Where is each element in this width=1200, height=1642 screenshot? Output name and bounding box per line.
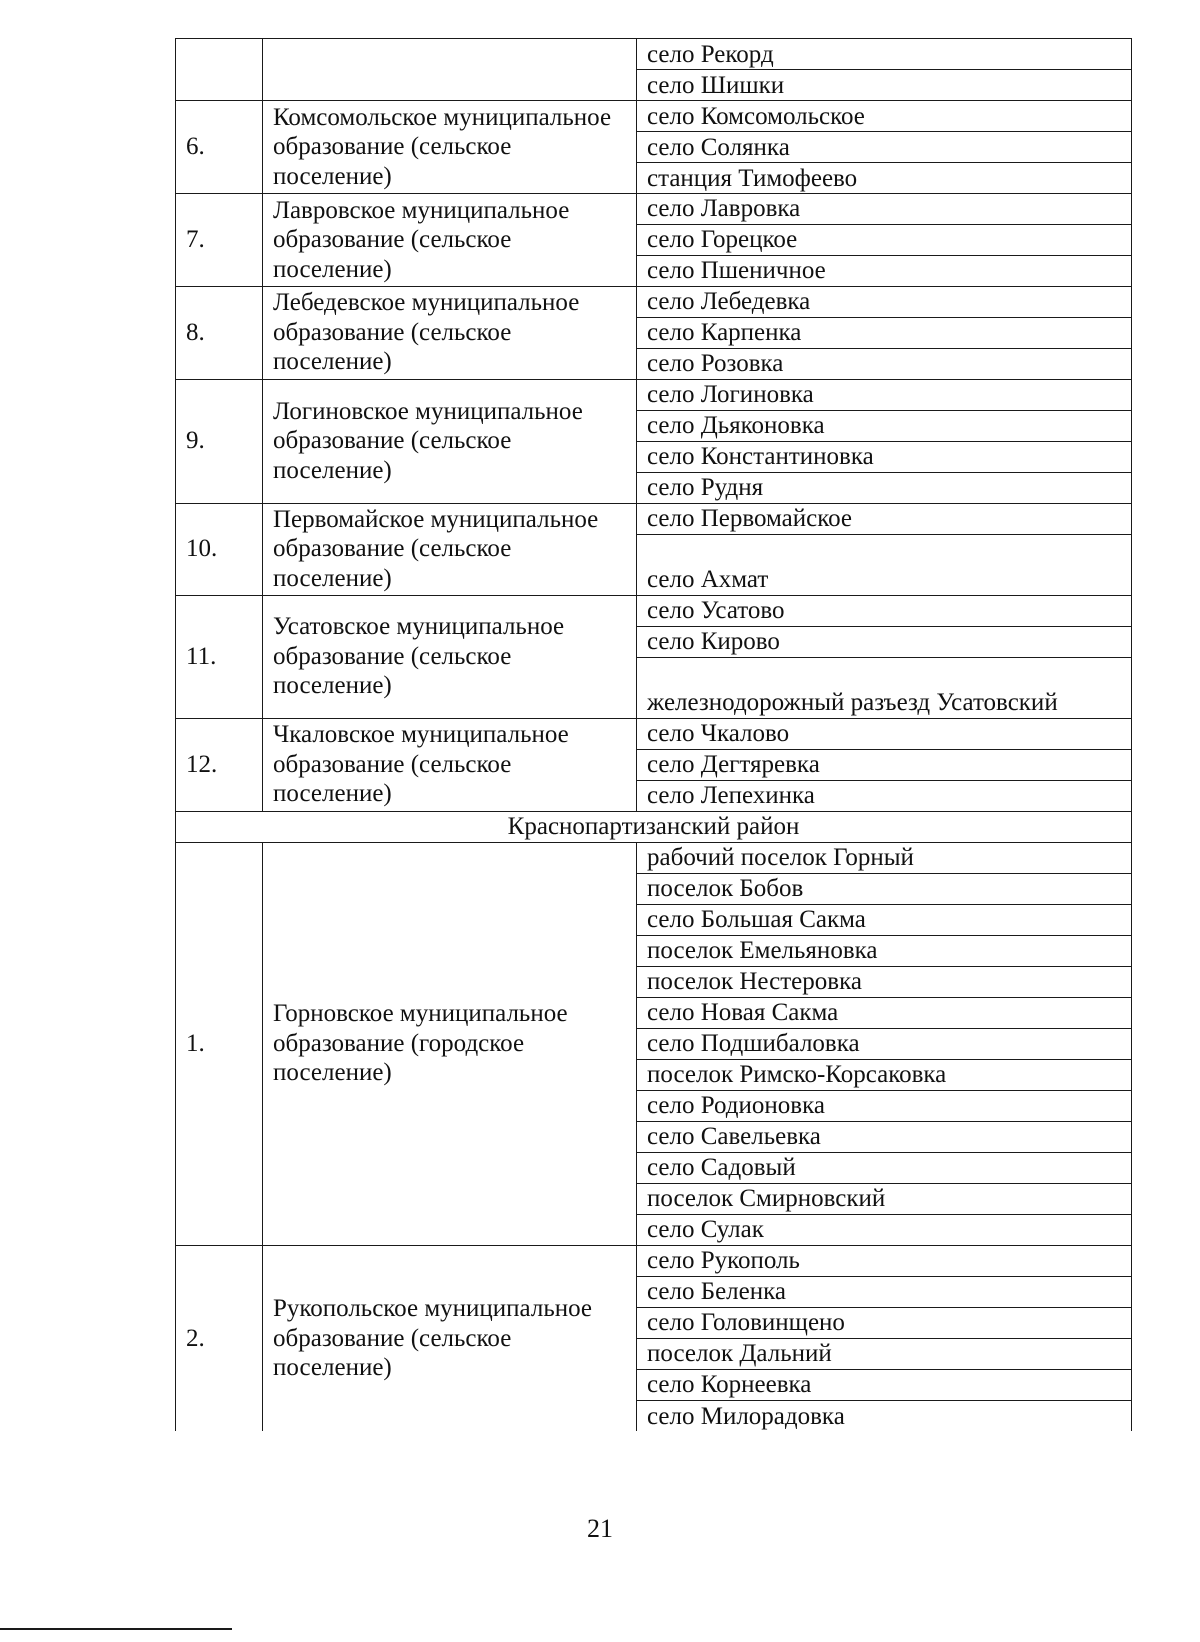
municipal-formation-name: Лавровское муниципальное образование (сельское поселение) — [263, 194, 637, 287]
settlement-name: село Сулак — [637, 1214, 1132, 1245]
table-row — [176, 842, 1132, 873]
settlement-name: село Рудня — [637, 472, 1132, 503]
municipal-formations-table — [175, 38, 1132, 1431]
row-number: 8. — [176, 286, 263, 379]
table-row — [176, 379, 1132, 410]
row-number: 12. — [176, 718, 263, 811]
page-number: 21 — [587, 1514, 613, 1543]
municipal-formation-name: Горновское муниципальное образование (городское поселение) — [263, 842, 637, 1245]
municipal-formation-name: Комсомольское муниципальное образование (сельское поселение) — [263, 101, 637, 194]
municipal-formation-name: Усатовское муниципальное образование (сельское поселение) — [263, 595, 637, 718]
settlement-name: село Логиновка — [637, 379, 1132, 410]
row-number: 1. — [176, 842, 263, 1245]
settlement-name: станция Тимофеево — [637, 163, 1132, 194]
row-number: 11. — [176, 595, 263, 718]
settlement-name: село Константиновка — [637, 441, 1132, 472]
settlement-name: село Лебедевка — [637, 286, 1132, 317]
row-number — [176, 39, 263, 101]
settlement-name: село Кирово — [637, 626, 1132, 657]
settlement-name: село Корнеевка — [637, 1369, 1132, 1400]
settlement-name: село Комсомольское — [637, 101, 1132, 132]
settlement-name: село Рекорд — [637, 39, 1132, 70]
settlement-name: село Пшеничное — [637, 255, 1132, 286]
row-number: 10. — [176, 503, 263, 595]
settlement-name: село Чкалово — [637, 718, 1132, 749]
municipal-formation-name: Первомайское муниципальное образование (сельское поселение) — [263, 503, 637, 595]
settlement-name: железнодорожный разъезд Усатовский — [637, 657, 1132, 718]
settlement-name: село Дьяконовка — [637, 410, 1132, 441]
settlement-name: село Садовый — [637, 1152, 1132, 1183]
settlement-name: село Ахмат — [637, 534, 1132, 595]
district-row — [176, 811, 1132, 842]
table-row — [176, 595, 1132, 626]
table-row — [176, 503, 1132, 534]
settlement-name: село Карпенка — [637, 317, 1132, 348]
settlement-name: село Дегтяревка — [637, 749, 1132, 780]
table-row — [176, 101, 1132, 132]
settlement-name: село Горецкое — [637, 224, 1132, 255]
row-number: 9. — [176, 379, 263, 503]
settlement-name: село Первомайское — [637, 503, 1132, 534]
table-row — [176, 286, 1132, 317]
row-number: 2. — [176, 1245, 263, 1431]
settlement-name: село Солянка — [637, 132, 1132, 163]
settlement-name: село Лепехинка — [637, 780, 1132, 811]
settlement-name: поселок Нестеровка — [637, 966, 1132, 997]
settlement-name: рабочий поселок Горный — [637, 842, 1132, 873]
settlement-name: село Головинщено — [637, 1307, 1132, 1338]
municipal-formation-name: Рукопольское муниципальное образование (сельское поселение) — [263, 1245, 637, 1431]
settlement-name: село Усатово — [637, 595, 1132, 626]
settlement-name: село Розовка — [637, 348, 1132, 379]
municipal-formation-name: Чкаловское муниципальное образование (сельское поселение) — [263, 718, 637, 811]
row-number: 7. — [176, 194, 263, 287]
settlement-name: село Лавровка — [637, 194, 1132, 225]
settlement-name: село Савельевка — [637, 1121, 1132, 1152]
settlement-name: поселок Емельяновка — [637, 935, 1132, 966]
footer-rule — [0, 1628, 232, 1630]
district-title: Краснопартизанский район — [176, 811, 1132, 842]
settlement-name: поселок Дальний — [637, 1338, 1132, 1369]
table-row — [176, 39, 1132, 70]
settlement-name: село Родионовка — [637, 1090, 1132, 1121]
table-body — [176, 39, 1132, 1432]
table-row — [176, 718, 1132, 749]
row-number: 6. — [176, 101, 263, 194]
table-row — [176, 1245, 1132, 1276]
table-row — [176, 194, 1132, 225]
settlement-name: село Шишки — [637, 70, 1132, 101]
settlement-name: село Беленка — [637, 1276, 1132, 1307]
settlement-name: село Большая Сакма — [637, 904, 1132, 935]
settlement-name: село Милорадовка — [637, 1400, 1132, 1431]
settlement-name: село Рукополь — [637, 1245, 1132, 1276]
municipal-formation-name — [263, 39, 637, 101]
settlement-name: поселок Бобов — [637, 873, 1132, 904]
settlement-name: село Новая Сакма — [637, 997, 1132, 1028]
settlement-name: поселок Римско-Корсаковка — [637, 1059, 1132, 1090]
municipal-formation-name: Логиновское муниципальное образование (сельское поселение) — [263, 379, 637, 503]
settlement-name: поселок Смирновский — [637, 1183, 1132, 1214]
settlement-name: село Подшибаловка — [637, 1028, 1132, 1059]
municipal-formation-name: Лебедевское муниципальное образование (сельское поселение) — [263, 286, 637, 379]
